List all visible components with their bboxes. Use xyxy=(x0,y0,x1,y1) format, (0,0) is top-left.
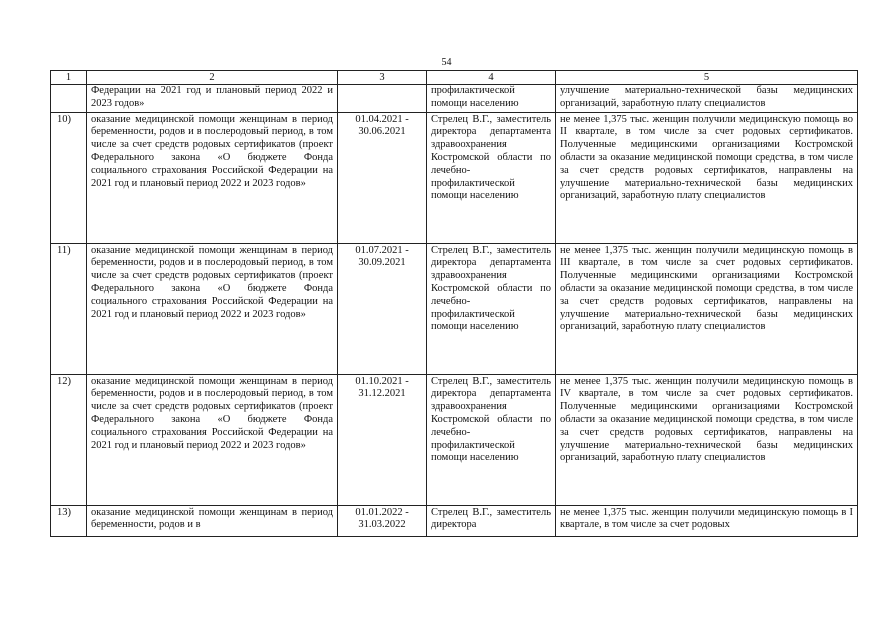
table-row xyxy=(51,243,858,374)
row-number: 12) xyxy=(51,374,87,505)
continuation-num-cell xyxy=(51,85,87,113)
event-cell: оказание медицинской помощи женщинам в период беременности, родов и в послеродовый период, в том числе за счет средств родовых сертификатов (проект Федерального закона «О бюджете Фонда социального страхования Российской Федерации на 2021 год и плановый период 2022 и 2023 годов» xyxy=(87,243,338,374)
plan-table xyxy=(50,70,858,537)
period-cell: 01.07.2021 - 30.09.2021 xyxy=(338,243,427,374)
continuation-event-cell: Федерации на 2021 год и плановый период 2022 и 2023 годов» xyxy=(87,85,338,113)
table-header-row xyxy=(51,71,858,85)
result-cell: не менее 1,375 тыс. женщин получили медицинскую помощь во II квартале, в том числе за счет родовых сертификатов. Полученные медицинскими организациями Костромской области за оказание медицинской помощи средства, в том числе за счет средств родовых сертификатов, направлены на улучшение материально-технической базы медицинских организаций, заработную плату специалистов xyxy=(556,112,858,243)
period-cell: 01.10.2021 - 31.12.2021 xyxy=(338,374,427,505)
continuation-responsible-cell: профилактической помощи населению xyxy=(427,85,556,113)
header-col-2: 2 xyxy=(87,71,338,85)
header-col-1: 1 xyxy=(51,71,87,85)
continuation-period-cell xyxy=(338,85,427,113)
result-cell: не менее 1,375 тыс. женщин получили медицинскую помощь в I квартале, в том числе за счет родовых xyxy=(556,505,858,536)
header-col-4: 4 xyxy=(427,71,556,85)
responsible-cell: Стрелец В.Г., заместитель директора департамента здравоохранения Костромской области по лечебно-профилактической помощи населению xyxy=(427,112,556,243)
table-row xyxy=(51,112,858,243)
responsible-cell: Стрелец В.Г., заместитель директора департамента здравоохранения Костромской области по лечебно-профилактической помощи населению xyxy=(427,243,556,374)
row-number: 11) xyxy=(51,243,87,374)
period-cell: 01.01.2022 - 31.03.2022 xyxy=(338,505,427,536)
result-cell: не менее 1,375 тыс. женщин получили медицинскую помощь в IV квартале, в том числе за счет родовых сертификатов. Полученные медицинскими организациями Костромской области за оказание медицинской помощи средства, в том числе за счет средств родовых сертификатов, направлены на улучшение материально-технической базы медицинских организаций, заработную плату специалистов xyxy=(556,374,858,505)
continuation-row xyxy=(51,85,858,113)
period-cell: 01.04.2021 - 30.06.2021 xyxy=(338,112,427,243)
header-col-3: 3 xyxy=(338,71,427,85)
event-cell: оказание медицинской помощи женщинам в период беременности, родов и в xyxy=(87,505,338,536)
header-col-5: 5 xyxy=(556,71,858,85)
page-number: 54 xyxy=(441,57,452,68)
row-number: 13) xyxy=(51,505,87,536)
table-row xyxy=(51,374,858,505)
responsible-cell: Стрелец В.Г., заместитель директора департамента здравоохранения Костромской области по лечебно-профилактической помощи населению xyxy=(427,374,556,505)
result-cell: не менее 1,375 тыс. женщин получили медицинскую помощь в III квартале, в том числе за счет родовых сертификатов. Полученные медицинскими организациями Костромской области за оказание медицинской помощи средства, в том числе за счет средств родовых сертификатов, направлены на улучшение материально-технической базы медицинских организаций, заработную плату специалистов xyxy=(556,243,858,374)
event-cell: оказание медицинской помощи женщинам в период беременности, родов и в послеродовый период, в том числе за счет средств родовых сертификатов (проект Федерального закона «О бюджете Фонда социального страхования Российской Федерации на 2021 год и плановый период 2022 и 2023 годов» xyxy=(87,112,338,243)
event-cell: оказание медицинской помощи женщинам в период беременности, родов и в послеродовый период, в том числе за счет средств родовых сертификатов (проект Федерального закона «О бюджете Фонда социального страхования Российской Федерации на 2021 год и плановый период 2022 и 2023 годов» xyxy=(87,374,338,505)
table-row xyxy=(51,505,858,536)
responsible-cell: Стрелец В.Г., заместитель директора xyxy=(427,505,556,536)
continuation-result-cell: улучшение материально-технической базы медицинских организаций, заработную плату специалистов xyxy=(556,85,858,113)
row-number: 10) xyxy=(51,112,87,243)
